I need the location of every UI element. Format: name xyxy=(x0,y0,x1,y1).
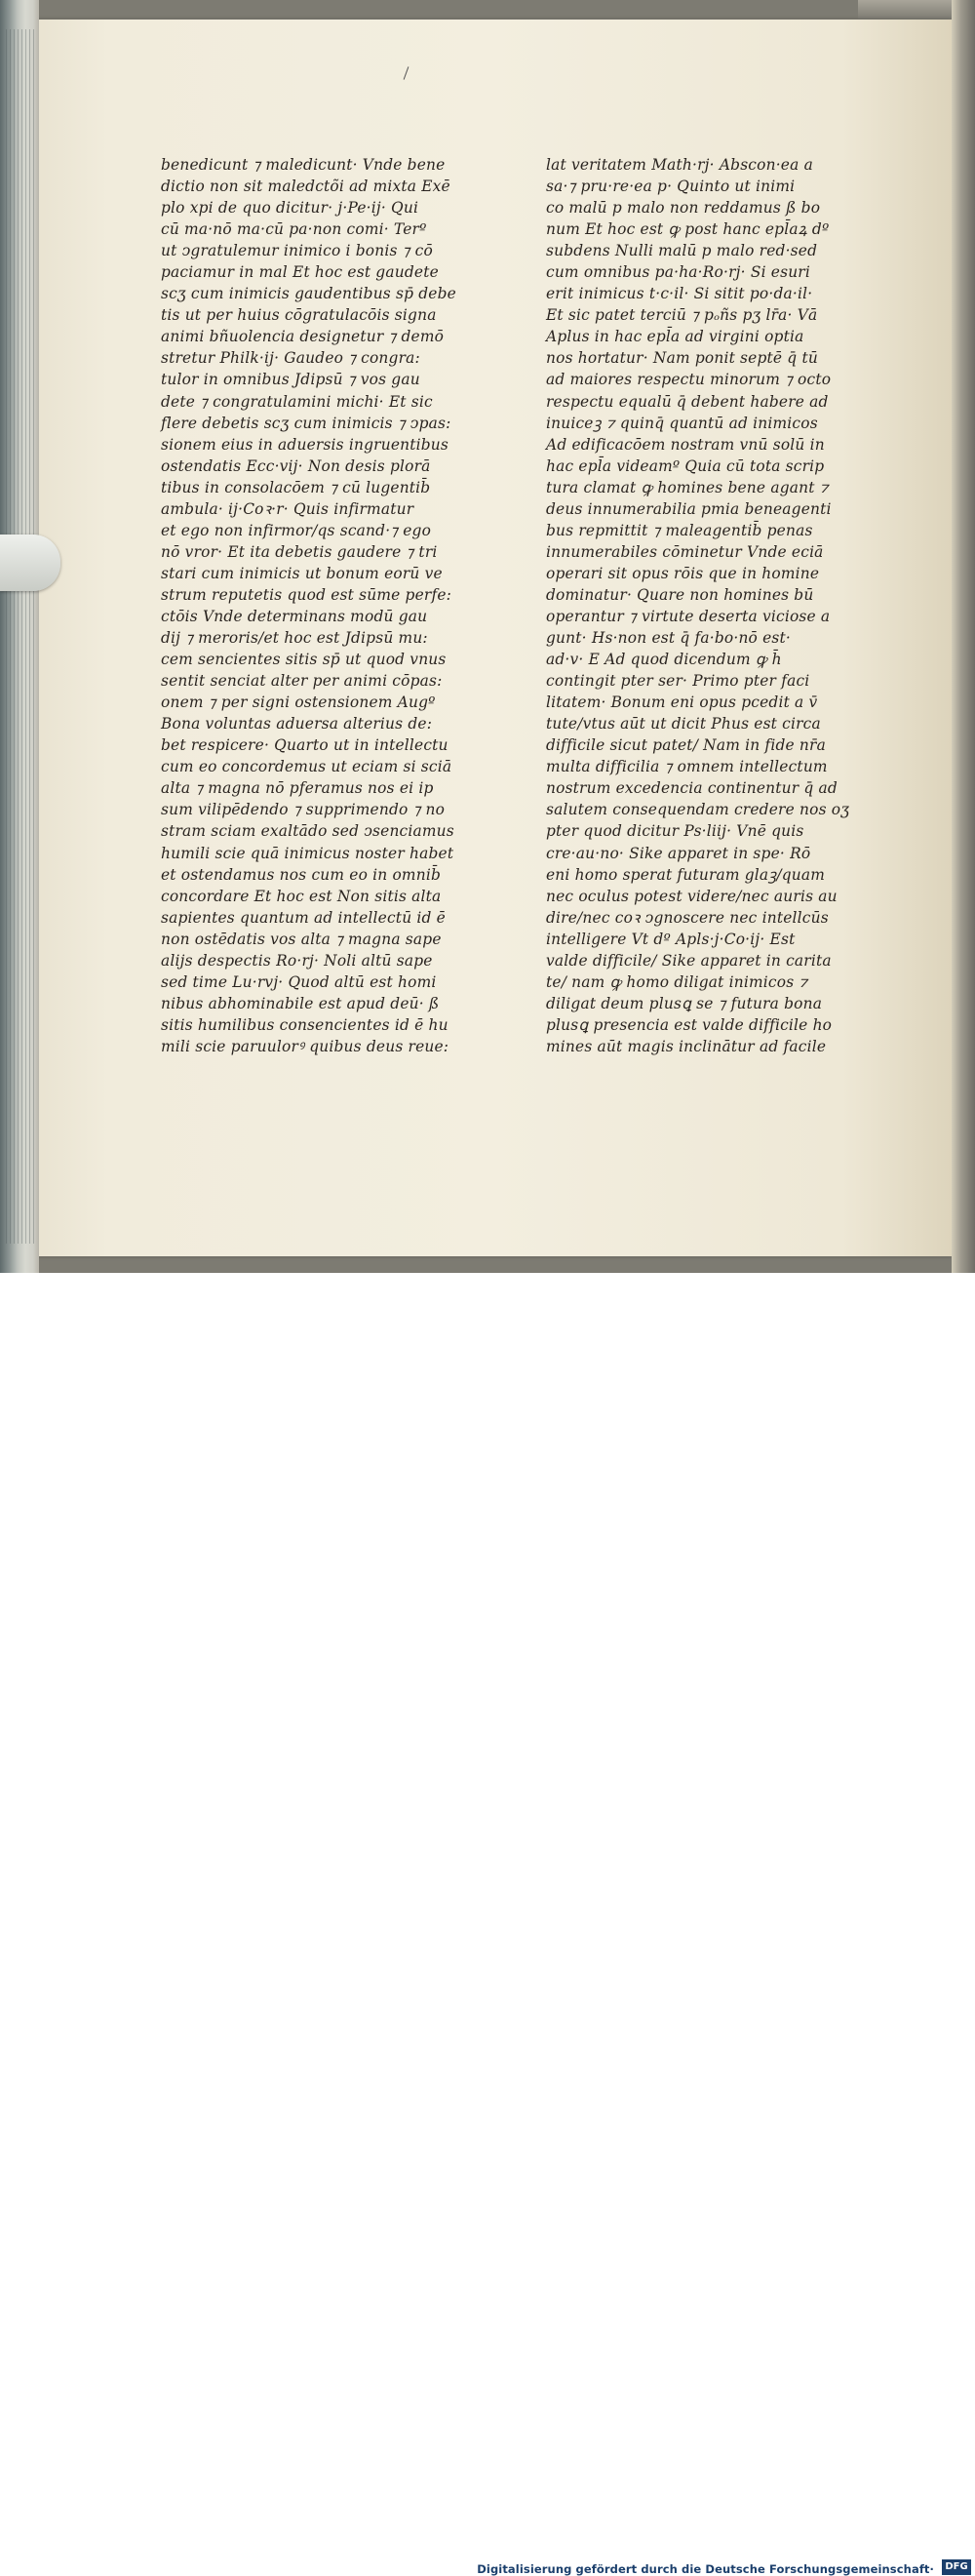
text-line: dominatur· Quare non homines bū xyxy=(546,585,814,604)
text-line: num Et hoc est ꝙ post hanc epl̄aꝝ dº xyxy=(546,220,830,239)
text-line: deus innumerabilia pmia beneagenti xyxy=(546,499,832,518)
text-line: te/ nam ꝙ homo diligat inimicos ⁊ xyxy=(546,972,808,991)
text-line: ctōis Vnde determinans modū gau xyxy=(161,607,428,625)
text-line: lat veritatem Math·rj· Abscon·ea a xyxy=(546,156,813,174)
text-line: alijs despectis Ro·rj· Noli altū sape xyxy=(161,951,433,970)
text-line: stretur Philk·ij· Gaudeo ⁊ congra: xyxy=(161,349,420,368)
text-line: stari cum inimicis ut bonum eorū ve xyxy=(161,564,443,582)
text-line: non ostēdatis vos alta ⁊ magna sape xyxy=(161,930,442,948)
text-line: cre·au·no· Sike apparet in spe· Rō xyxy=(546,844,811,862)
text-line: Aplus in hac epl̄a ad virgini optia xyxy=(546,328,804,346)
text-line: dictio non sit maledctõi ad mixta Exē xyxy=(161,178,450,196)
text-column-left xyxy=(161,154,473,1057)
text-line: flere debetis scʒ cum inimicis ⁊ ↄpas: xyxy=(161,414,451,432)
funding-credit: Digitalisierung gefördert durch die Deutsche Forschungsgemeinschaft· xyxy=(477,2562,934,2576)
text-line: dire/nec coꝛ ↄgnoscere nec intellcūs xyxy=(546,908,829,927)
text-line: cem sencientes sitis sp̄ ut quod vnus xyxy=(161,651,447,669)
text-line: tura clamat ꝙ homines bene agant ⁊ xyxy=(546,478,829,496)
text-line: gunt· Hs·non est q̄ fa·bo·nō est· xyxy=(546,629,791,648)
text-line: sionem eius in aduersis ingruentibus xyxy=(161,435,449,454)
text-line: sum vilipēdendo ⁊ supprimendo ⁊ no xyxy=(161,801,446,819)
text-line: benedicunt ⁊ maledicunt· Vnde bene xyxy=(161,156,446,174)
bookmark-clip xyxy=(0,535,60,591)
ink-tick-mark xyxy=(404,66,410,79)
text-line: ad maiores respectu minorum ⁊ octo xyxy=(546,371,832,389)
text-line: plo xpi de quo dicitur· j·Pe·ij· Qui xyxy=(161,199,419,218)
text-line: bus repmittit ⁊ maleagentib̄ penas xyxy=(546,521,813,539)
text-line: innumerabiles cōminetur Vnde eciā xyxy=(546,542,824,561)
text-line: nos hortatur· Nam ponit septē q̄ tū xyxy=(546,349,818,368)
text-line: Bona voluntas aduersa alterius de: xyxy=(161,715,433,733)
text-line: sentit senciat alter per animi cōpas: xyxy=(161,672,443,691)
text-line: nostrum excedencia continentur q̄ ad xyxy=(546,779,838,798)
text-column-right xyxy=(546,154,858,1057)
text-line: tibus in consolacōem ⁊ cū lugentib̄ xyxy=(161,478,431,496)
dfg-logo: DFG xyxy=(942,2559,971,2575)
text-line: litatem· Bonum eni opus pcedit a v̄ xyxy=(546,694,818,712)
text-line: nec oculus potest videre/nec auris au xyxy=(546,887,838,905)
text-line: contingit pter ser· Primo pter faci xyxy=(546,672,810,691)
page-stack-lines xyxy=(6,29,35,1244)
text-line: tis ut per huius cōgratulacōis signa xyxy=(161,306,437,325)
text-line: erit inimicus t·c·il· Si sitit po·da·il· xyxy=(546,285,813,303)
text-line: plusꝗ presencia est valde difficile ho xyxy=(546,1015,833,1034)
text-line: salutem consequendam credere nos oʒ xyxy=(546,801,850,819)
text-line: tulor in omnibus Jdipsū ⁊ vos gau xyxy=(161,371,420,389)
book-spine-edge xyxy=(0,0,39,1273)
text-line: scʒ cum inimicis gaudentibus sp̄ debe xyxy=(161,285,456,303)
text-line: dete ⁊ congratulamini michi· Et sic xyxy=(161,392,433,411)
text-line: pter quod dicitur Ps·liij· Vnē quis xyxy=(546,822,804,841)
scan-background xyxy=(0,0,975,1273)
text-line: operari sit opus rōis que in homine xyxy=(546,564,820,582)
text-line: eni homo sperat futuram glaꝫ/quam xyxy=(546,865,826,884)
footer-bar xyxy=(0,1273,975,2576)
text-line: co malū p malo non reddamus ß bo xyxy=(546,199,821,218)
text-line: Ad edificacōem nostram vnū solū in xyxy=(546,435,825,454)
text-line: diligat deum plusꝗ se ⁊ futura bona xyxy=(546,994,823,1012)
text-line: ambula· ij·Coꝛ·r· Quis infirmatur xyxy=(161,499,414,518)
text-line: sed time Lu·rvj· Quod altū est homi xyxy=(161,972,437,991)
text-line: mili scie paruulorꝰ quibus deus reue: xyxy=(161,1037,449,1055)
text-line: humili scie quā inimicus noster habet xyxy=(161,844,454,862)
text-line: stram sciam exaltādo sed ↄsenciamus xyxy=(161,822,454,841)
text-line: animi bñuolencia designetur ⁊ demō xyxy=(161,328,445,346)
text-line: alta ⁊ magna nō pferamus nos ei ip xyxy=(161,779,434,798)
text-line: nō vror· Et ita debetis gaudere ⁊ tri xyxy=(161,542,438,561)
text-line: sitis humilibus consencientes id ē hu xyxy=(161,1015,448,1034)
text-line: ad·v· E Ad quod dicendum ꝙ h̄ xyxy=(546,651,782,669)
text-line: concordare Et hoc est Non sitis alta xyxy=(161,887,442,905)
text-line: respectu equalū q̄ debent habere ad xyxy=(546,392,829,411)
text-line: dij ⁊ meroris/et hoc est Jdipsū mu: xyxy=(161,629,428,648)
text-line: sa·⁊ pru·re·ea p· Quinto ut inimi xyxy=(546,178,796,196)
text-line: cū ma·nō ma·cū pa·non comi· Terº xyxy=(161,220,427,239)
text-line: valde difficile/ Sike apparet in carita xyxy=(546,951,832,970)
text-line: ostendatis Ecc·vij· Non desis plorā xyxy=(161,456,431,475)
text-line: inuiceꝫ ⁊ quinq̄ quantū ad inimicos xyxy=(546,414,818,432)
text-line: operantur ⁊ virtute deserta viciose a xyxy=(546,607,831,625)
text-line: tute/vtus aūt ut dicit Phus est circa xyxy=(546,715,821,733)
text-line: hac epl̄a videamº Quia cū tota scrip xyxy=(546,456,825,475)
text-line: multa difficilia ⁊ omnem intellectum xyxy=(546,758,828,776)
text-line: intelligere Vt dº Apls·j·Co·ij· Est xyxy=(546,930,796,948)
text-line: et ego non infirmor/qs scand·⁊ ego xyxy=(161,521,432,539)
book-right-edge xyxy=(952,0,975,1273)
text-line: et ostendamus nos cum eo in omnib̄ xyxy=(161,865,442,884)
text-line: bet respicere· Quarto ut in intellectu xyxy=(161,736,448,755)
text-line: sapientes quantum ad intellectū id ē xyxy=(161,908,446,927)
text-line: ut ↄgratulemur inimico i bonis ⁊ cō xyxy=(161,242,433,260)
text-line: subdens Nulli malū p malo red·sed xyxy=(546,242,818,260)
text-line: onem ⁊ per signi ostensionem Augº xyxy=(161,694,436,712)
text-line: difficile sicut patet/ Nam in fide nr̄a xyxy=(546,736,826,755)
text-line: Et sic patet terciū ⁊ pₒñs pʒ lr̄a· Vā xyxy=(546,306,818,325)
text-line: nibus abhominabile est apud deū· ß xyxy=(161,994,440,1012)
text-line: cum omnibus pa·ha·Ro·rj· Si esuri xyxy=(546,263,810,282)
text-line: mines aūt magis inclinātur ad facile xyxy=(546,1037,827,1055)
text-line: paciamur in mal Et hoc est gaudete xyxy=(161,263,439,282)
text-line: cum eo concordemus ut eciam si sciā xyxy=(161,758,452,776)
text-line: strum reputetis quod est sūme perfe: xyxy=(161,585,452,604)
